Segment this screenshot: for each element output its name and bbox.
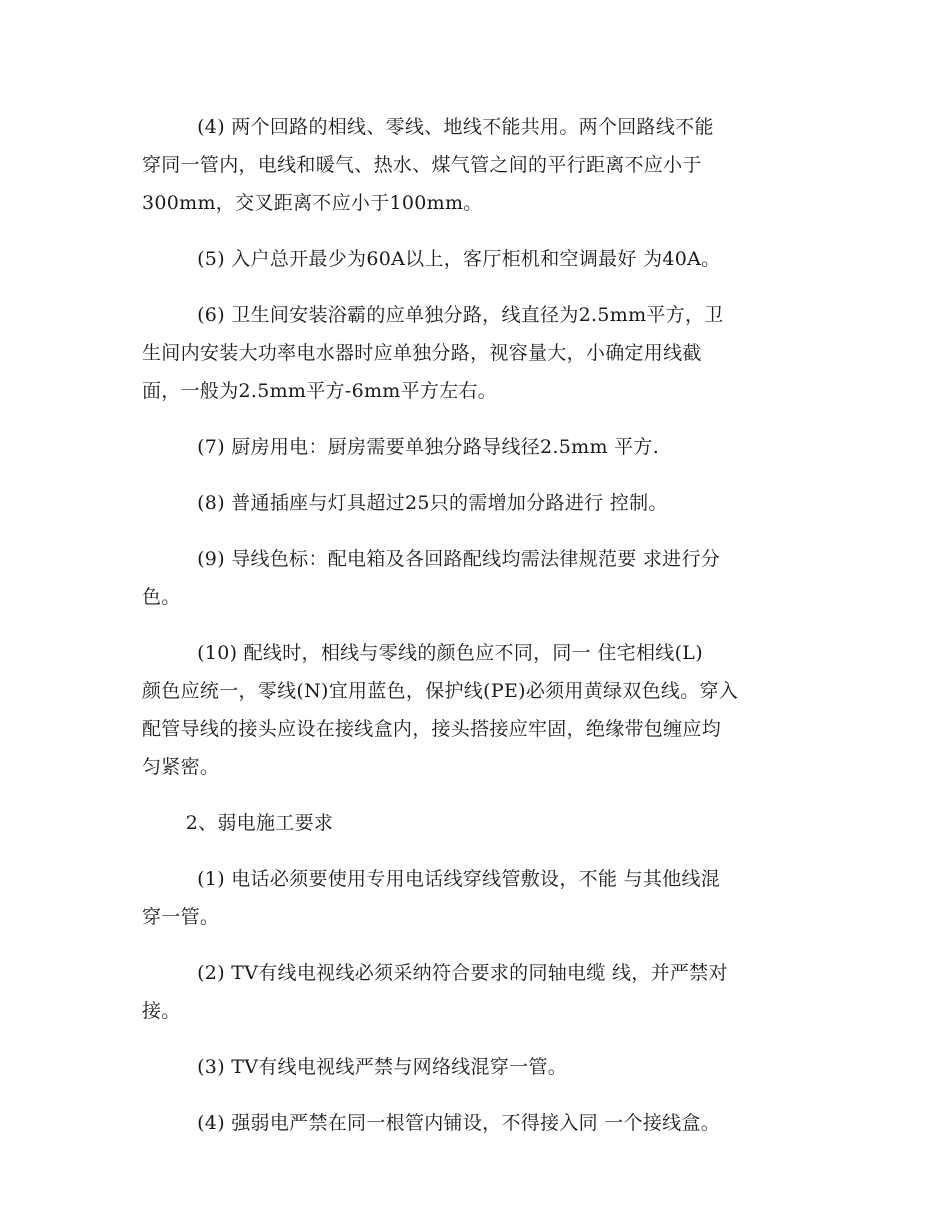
text-line: 配管导线的接头应设在接线盒内，接头搭接应牢固，绝缘带包缠应均	[142, 718, 722, 740]
paragraph	[142, 428, 814, 466]
text-line: 2、弱电施工要求	[185, 812, 334, 834]
text-line: (2) TV有线电视线必须采纳符合要求的同轴电缆 线，并严禁对	[197, 962, 728, 984]
paragraph	[142, 1048, 814, 1086]
text-line: (8) 普通插座与灯具超过25只的需增加分路进行 控制。	[197, 492, 668, 514]
paragraph	[142, 540, 814, 616]
text-line: 300mm，交叉距离不应小于100mm。	[142, 192, 483, 214]
text-line: (6) 卫生间安装浴霸的应单独分路，线直径为2.5mm平方，卫	[197, 304, 724, 326]
paragraph	[142, 296, 814, 410]
text-line: 匀紧密。	[142, 756, 220, 778]
paragraph	[142, 634, 814, 786]
text-line: (3) TV有线电视线严禁与网络线混穿一管。	[197, 1056, 568, 1078]
text-line: 穿一管。	[142, 906, 220, 928]
text-line: (4) 两个回路的相线、零线、地线不能共用。两个回路线不能	[197, 116, 714, 138]
document-body	[142, 108, 814, 1160]
paragraph	[142, 1104, 814, 1142]
text-line: 色。	[142, 586, 181, 608]
paragraph	[142, 860, 814, 936]
text-line: (5) 入户总开最少为60A以上，客厅柜机和空调最好 为40A。	[197, 248, 721, 270]
paragraph	[142, 240, 814, 278]
text-line: (9) 导线色标：配电箱及各回路配线均需法律规范要 求进行分	[197, 548, 721, 570]
text-line: (1) 电话必须要使用专用电话线穿线管敷设，不能 与其他线混	[197, 868, 721, 890]
paragraph	[142, 954, 814, 1030]
paragraph	[142, 108, 814, 222]
text-line: 接。	[142, 1000, 181, 1022]
text-line: (10) 配线时，相线与零线的颜色应不同，同一 住宅相线(L)	[197, 642, 703, 664]
text-line: (4) 强弱电严禁在同一根管内铺设，不得接入同 一个接线盒。	[197, 1112, 721, 1134]
text-line: 生间内安装大功率电水器时应单独分路，视容量大，小确定用线截	[142, 342, 702, 364]
text-line: 面，一般为2.5mm平方-6mm平方左右。	[142, 380, 498, 402]
section-heading	[142, 804, 814, 842]
paragraph	[142, 484, 814, 522]
text-line: 穿同一管内，电线和暖气、热水、煤气管之间的平行距离不应小于	[142, 154, 702, 176]
text-line: (7) 厨房用电：厨房需要单独分路导线径2.5mm 平方.	[197, 436, 660, 458]
text-line: 颜色应统一，零线(N)宜用蓝色，保护线(PE)必须用黄绿双色线。穿入	[142, 680, 739, 702]
